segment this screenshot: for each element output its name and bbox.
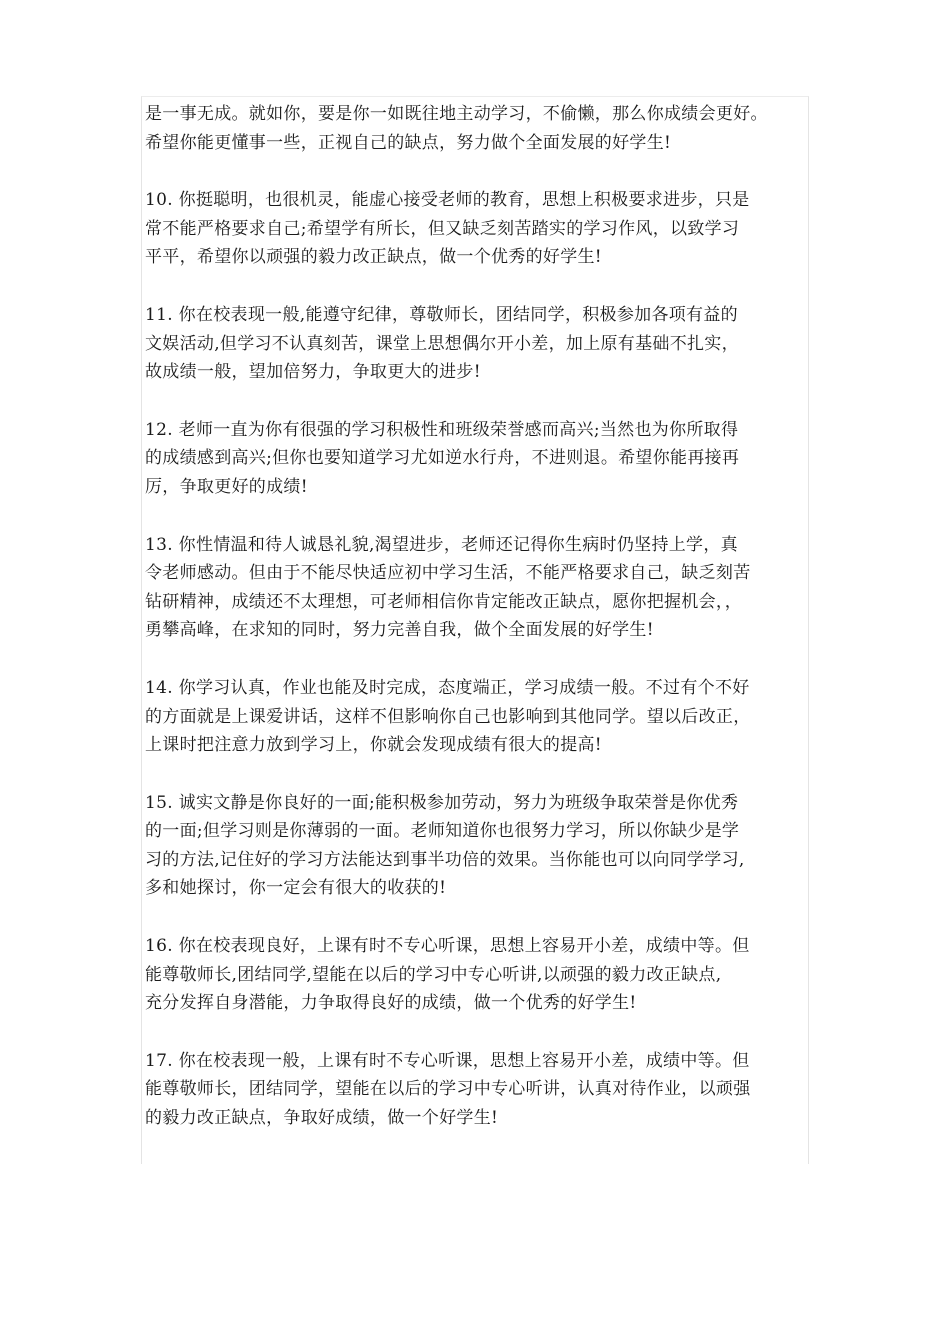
text-line: 钻研精神，成绩还不太理想，可老师相信你肯定能改正缺点，愿你把握机会，，: [145, 591, 742, 612]
text-line: 上课时把注意力放到学习上，你就会发现成绩有很大的提高!: [145, 735, 602, 756]
text-line: 10. 你挺聪明，也很机灵，能虚心接受老师的教育，思想上积极要求进步，只是: [145, 190, 750, 211]
text-line: 的成绩感到高兴;但你也要知道学习尤如逆水行舟，不进则退。希望你能再接再: [145, 448, 740, 469]
text-line: 文娱活动,但学习不认真刻苦，课堂上思想偶尔开小差，加上原有基础不扎实，: [145, 333, 739, 354]
text-line: 16. 你在校表现良好，上课有时不专心听课，思想上容易开小差，成绩中等。但: [145, 936, 750, 957]
paragraph-comment-16: [145, 932, 815, 1018]
text-line: 希望你能更懂事一些，正视自己的缺点，努力做个全面发展的好学生!: [145, 132, 672, 153]
text-line: 11. 你在校表现一般,能遵守纪律，尊敬师长，团结同学，积极参加各项有益的: [145, 304, 738, 325]
text-line: 的一面;但学习则是你薄弱的一面。老师知道你也很努力学习，所以你缺少是学: [145, 821, 740, 842]
text-line: 17. 你在校表现一般，上课有时不专心听课，思想上容易开小差，成绩中等。但: [145, 1050, 750, 1071]
paragraph-comment-11: [145, 301, 815, 387]
text-line: 故成绩一般，望加倍努力，争取更大的进步!: [145, 362, 481, 383]
paragraph-comment-17: [145, 1047, 815, 1133]
text-line: 能尊敬师长，团结同学，望能在以后的学习中专心听讲，认真对待作业，以顽强: [145, 1079, 751, 1100]
paragraph-comment-14: [145, 674, 815, 760]
text-line: 14. 你学习认真，作业也能及时完成，态度端正，学习成绩一般。不过有个不好: [145, 677, 750, 698]
text-line: 能尊敬师长,团结同学,望能在以后的学习中专心听讲,以顽强的毅力改正缺点,: [145, 964, 722, 985]
paragraph-comment-10: [145, 186, 815, 272]
text-line: 充分发挥自身潜能，力争取得良好的成绩，做一个优秀的好学生!: [145, 993, 637, 1014]
text-line: 习的方法,记住好的学习方法能达到事半功倍的效果。当你能也可以向同学学习,: [145, 849, 745, 870]
text-line: 令老师感动。但由于不能尽快适应初中学习生活，不能严格要求自己，缺乏刻苦: [145, 563, 751, 584]
text-line: 多和她探讨，你一定会有很大的收获的!: [145, 878, 447, 899]
text-line: 的方面就是上课爱讲话，这样不但影响你自己也影响到其他同学。望以后改正，: [145, 706, 751, 727]
paragraph-comment-12: [145, 416, 815, 502]
text-line: 的毅力改正缺点，争取好成绩，做一个好学生!: [145, 1108, 499, 1129]
paragraph-comment-15: [145, 789, 815, 903]
paragraph-comment-13: [145, 531, 815, 645]
text-line: 15. 诚实文静是你良好的一面;能积极参加劳动，努力为班级争取荣誉是你优秀: [145, 792, 739, 813]
text-line: 平平，希望你以顽强的毅力改正缺点，做一个优秀的好学生!: [145, 247, 602, 268]
text-line: 12. 老师一直为你有很强的学习积极性和班级荣誉感而高兴;当然也为你所取得: [145, 419, 739, 440]
text-line: 常不能严格要求自己;希望学有所长，但又缺乏刻苦踏实的学习作风，以致学习: [145, 218, 740, 239]
text-line: 勇攀高峰，在求知的同时，努力完善自我，做个全面发展的好学生!: [145, 620, 654, 641]
text-line: 厉，争取更好的成绩!: [145, 476, 308, 497]
text-line: 13. 你性情温和待人诚恳礼貌,渴望进步，老师还记得你生病时仍坚持上学，真: [145, 534, 738, 555]
document-body: [145, 100, 815, 1162]
paragraph-intro-tail: [145, 100, 815, 157]
text-line: 是一事无成。就如你，要是你一如既往地主动学习，不偷懒，那么你成绩会更好。: [145, 104, 768, 124]
